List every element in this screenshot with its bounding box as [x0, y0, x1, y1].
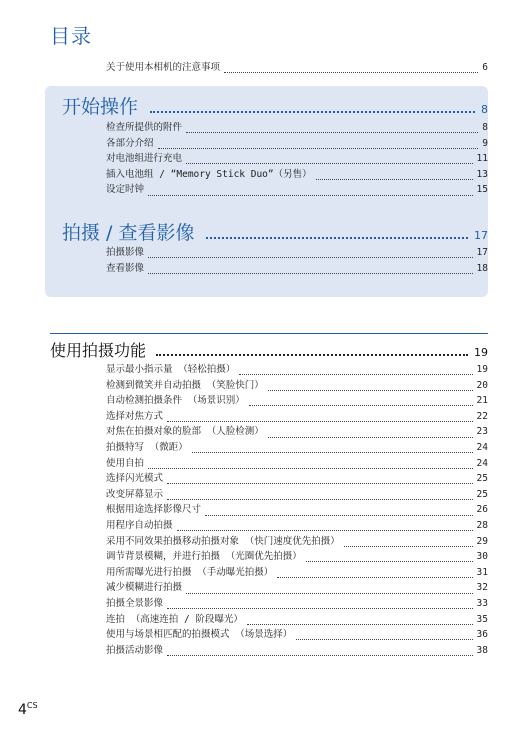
toc-entry[interactable]: [106, 167, 488, 183]
toc-entry-label: 各部分介绍: [106, 137, 154, 149]
toc-entry-page: 11: [476, 153, 488, 165]
toc-entry-page: 17: [476, 247, 488, 258]
toc-entry-page: 20: [476, 379, 488, 391]
toc-entry[interactable]: [106, 440, 488, 456]
leader-dots: [316, 169, 473, 180]
toc-entry[interactable]: [106, 627, 488, 643]
section-heading-shooting-functions[interactable]: [50, 338, 488, 361]
toc-entry-label: 使用自拍: [106, 457, 145, 469]
toc-entry[interactable]: [106, 120, 488, 136]
toc-entry-label: 检测到微笑并自动拍摄 （笑脸快门）: [106, 379, 264, 391]
toc-entry[interactable]: [106, 565, 488, 581]
leader-dots: [167, 645, 473, 656]
section-list-getting-started: [106, 120, 488, 198]
toc-entry-page: 21: [476, 395, 488, 407]
toc-entry-label: 关于使用本相机的注意事项: [106, 62, 221, 73]
toc-entry-page: 9: [482, 137, 488, 149]
toc-entry[interactable]: [106, 612, 488, 628]
toc-entry-page: 18: [476, 262, 488, 274]
section-list-shooting-viewing: [106, 245, 488, 276]
leader-dots: [186, 153, 473, 164]
toc-entry-label: 选择闪光模式: [106, 473, 164, 485]
toc-entry[interactable]: [106, 424, 488, 440]
toc-entry-label: 拍摄全景影像: [106, 597, 164, 609]
leader-dots: [239, 364, 472, 375]
toc-entry[interactable]: [106, 502, 488, 518]
toc-entry-page: 38: [476, 644, 488, 656]
toc-entry-page: 32: [476, 582, 488, 594]
toc-entry-label: 拍摄特写 （微距）: [106, 441, 188, 453]
leader-dots: [205, 505, 473, 516]
toc-entry-page: 25: [476, 488, 488, 500]
toc-entry-page: 28: [476, 519, 488, 531]
section-heading-label: 使用拍摄功能: [50, 341, 147, 360]
toc-entry-label: 对电池组进行充电: [106, 153, 183, 165]
toc-entry-page: 33: [476, 597, 488, 609]
toc-entry[interactable]: [106, 487, 488, 503]
page-title: 目录: [50, 24, 92, 48]
toc-entry-page: 35: [476, 613, 488, 625]
toc-entry-label: 改变屏幕显示: [106, 488, 164, 500]
leader-dots: [186, 122, 478, 133]
leader-dots: [277, 567, 472, 578]
section-heading-label: 拍摄 / 查看影像: [62, 222, 195, 244]
page-number-suffix: CS: [26, 701, 38, 710]
toc-entry-page: 15: [476, 184, 488, 196]
toc-entry-label: 减少模糊进行拍摄: [106, 582, 183, 594]
toc-entry-page: 13: [476, 168, 488, 180]
toc-entry[interactable]: [106, 362, 488, 378]
leader-dots: [148, 185, 473, 196]
toc-entry[interactable]: [106, 378, 488, 394]
leader-dots: [224, 62, 478, 73]
toc-entry[interactable]: [106, 456, 488, 472]
toc-entry-label: 对焦在拍摄对象的脸部 （人脸检测）: [106, 426, 264, 438]
section-divider: [50, 333, 488, 334]
page-number: [18, 702, 38, 718]
toc-entry-page: 36: [476, 629, 488, 641]
toc-entry-page: 24: [476, 441, 488, 453]
toc-entry[interactable]: [106, 580, 488, 596]
leader-dots: [268, 427, 473, 438]
toc-entry[interactable]: [106, 151, 488, 167]
leader-dots: [306, 551, 473, 562]
toc-entry[interactable]: [106, 549, 488, 565]
leader-dots: [148, 263, 473, 274]
leader-dots: [296, 629, 472, 640]
toc-entry-page: 31: [476, 566, 488, 578]
toc-entry-label: 连拍 （高速连拍 / 阶段曝光）: [106, 613, 243, 625]
toc-entry-label: 显示最小指示量 （轻松拍摄）: [106, 364, 236, 375]
toc-entry-page: 25: [476, 473, 488, 485]
leader-dots: [150, 99, 475, 113]
toc-entry[interactable]: [106, 261, 488, 277]
toc-entry-label: 设定时钟: [106, 184, 145, 196]
toc-entry-label: 根据用途选择影像尺寸: [106, 504, 202, 516]
toc-entry-page: 29: [476, 535, 488, 547]
leader-dots: [148, 458, 473, 469]
leader-dots: [167, 598, 473, 609]
toc-entry-label: 插入电池组 / “Memory Stick Duo”（另售）: [106, 168, 312, 180]
leader-dots: [158, 138, 479, 149]
leader-dots: [247, 614, 473, 625]
toc-entry-label: 选择对焦方式: [106, 410, 164, 422]
toc-entry[interactable]: [106, 471, 488, 487]
toc-entry-label: 用程序自动拍摄: [106, 519, 173, 531]
toc-entry-label: 采用不同效果拍摄移动拍摄对象 （快门速度优先拍摄）: [106, 535, 340, 547]
toc-entry-label: 查看影像: [106, 262, 145, 274]
toc-entry[interactable]: [106, 393, 488, 409]
toc-intro: [106, 60, 488, 76]
toc-entry-label: 拍摄活动影像: [106, 644, 164, 656]
toc-entry[interactable]: [106, 182, 488, 198]
toc-entry-page: 24: [476, 457, 488, 469]
toc-entry-label: 用所需曝光进行拍摄 （手动曝光拍摄）: [106, 566, 274, 578]
toc-entry[interactable]: [106, 643, 488, 659]
toc-entry[interactable]: [106, 534, 488, 550]
section-heading-shooting-viewing[interactable]: [62, 218, 488, 245]
leader-dots: [192, 442, 473, 453]
toc-entry-page: 26: [476, 504, 488, 516]
leader-dots: [249, 395, 473, 406]
section-list-shooting-functions: [106, 362, 488, 658]
leader-dots: [167, 489, 473, 500]
toc-entry-label: 检查所提供的附件: [106, 122, 183, 133]
leader-dots: [148, 247, 473, 258]
leader-dots: [268, 380, 473, 391]
toc-entry-page: 22: [476, 410, 488, 422]
leader-dots: [177, 520, 473, 531]
section-heading-page: 8: [481, 103, 488, 116]
toc-entry[interactable]: [106, 60, 488, 76]
section-heading-page: 17: [474, 229, 488, 242]
page-number-value: 4: [18, 702, 27, 718]
toc-entry-label: 自动检测拍摄条件 （场景识别）: [106, 395, 245, 407]
toc-entry-page: 30: [476, 551, 488, 563]
leader-dots: [186, 583, 473, 594]
toc-entry[interactable]: [106, 136, 488, 152]
leader-dots: [156, 344, 468, 356]
toc-entry-page: 6: [482, 62, 488, 73]
toc-entry-page: 19: [476, 364, 488, 375]
leader-dots: [167, 411, 473, 422]
toc-entry[interactable]: [106, 409, 488, 425]
toc-entry-label: 调节背景模糊，并进行拍摄 （光圈优先拍摄）: [106, 551, 302, 563]
toc-entry-page: 8: [482, 122, 488, 133]
toc-entry[interactable]: [106, 245, 488, 261]
toc-entry[interactable]: [106, 518, 488, 534]
leader-dots: [206, 225, 468, 239]
section-heading-getting-started[interactable]: [62, 92, 488, 119]
section-heading-page: 19: [474, 346, 488, 359]
toc-entry[interactable]: [106, 596, 488, 612]
section-heading-label: 开始操作: [62, 96, 139, 118]
leader-dots: [344, 536, 473, 547]
toc-entry-label: 拍摄影像: [106, 247, 145, 258]
leader-dots: [167, 473, 473, 484]
toc-entry-label: 使用与场景相匹配的拍摄模式 （场景选择）: [106, 629, 293, 641]
toc-entry-page: 23: [476, 426, 488, 438]
